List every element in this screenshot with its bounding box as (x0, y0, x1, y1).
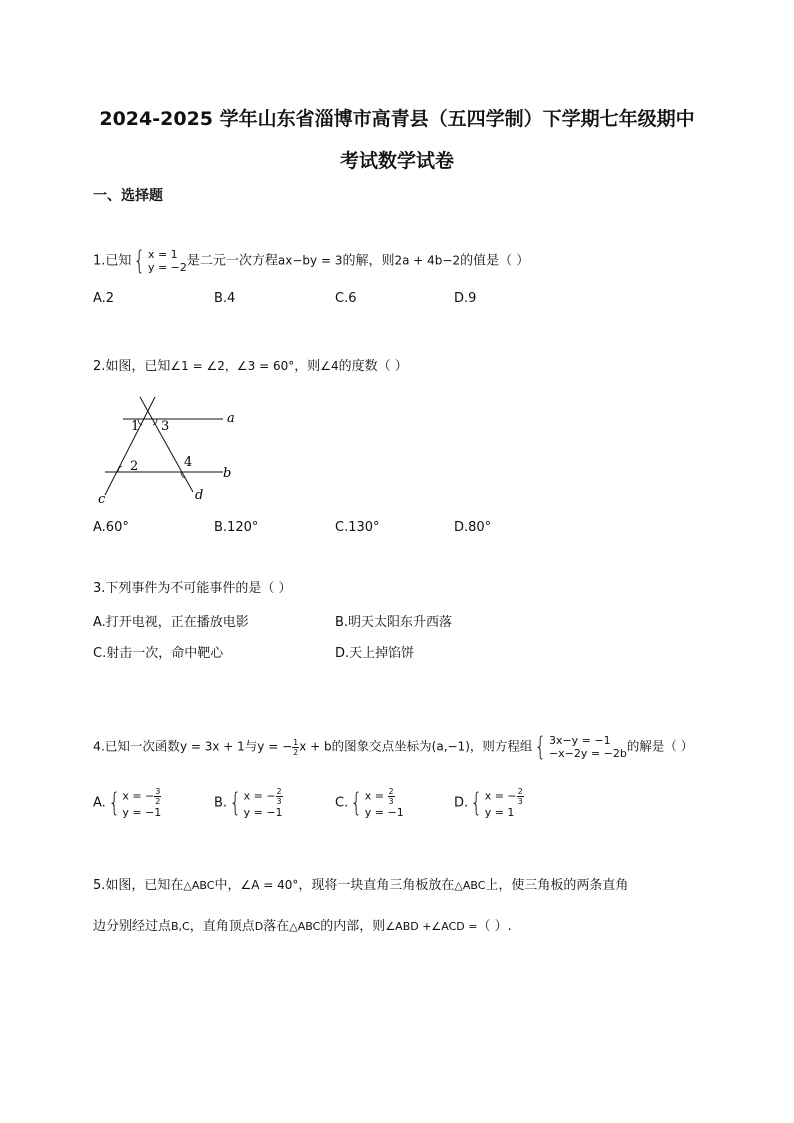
q2-text-a: 2.如图，已知 (93, 359, 171, 374)
q1-sys-line2: y = −2 (147, 261, 187, 274)
q4-option-c[interactable] (335, 787, 404, 819)
brace-icon: { (133, 246, 146, 276)
q4-a-den: 2 (155, 797, 161, 806)
q4-text-e: 的解是（ ） (626, 738, 694, 754)
q4-option-c-system (365, 787, 404, 819)
q4-option-b-label: B. (214, 795, 228, 811)
q5-text: 的内部，则 (320, 919, 386, 934)
q4-d-frac (517, 787, 524, 806)
q4-frac-num: 1 (293, 737, 299, 747)
q4-frac-den: 2 (293, 747, 299, 757)
parallel-lines-figure (95, 392, 245, 507)
q4-b-den: 3 (276, 797, 282, 806)
q4-sys-line2: −x−2y = −2b (548, 747, 627, 760)
q4-option-b[interactable] (214, 787, 283, 819)
q2-text-b: ，则 (294, 359, 321, 374)
q4-d-x: x = − (484, 789, 517, 803)
q5-text: 上，使三角板的两条直角 (485, 878, 629, 893)
q3-option-c[interactable]: C.射击一次，命中靶心 (93, 646, 224, 661)
q1-system (148, 248, 187, 274)
line-label-d: d (195, 488, 204, 503)
brace-icon: { (470, 788, 483, 818)
brace-icon: { (534, 732, 547, 762)
q5-math: ∠A = 40° (240, 878, 299, 892)
q4-option-a-system (122, 787, 161, 819)
q4-d-num: 2 (517, 787, 523, 796)
question-5-line2 (93, 918, 512, 936)
page-title-line2: 考试数学试卷 (339, 150, 454, 172)
brace-icon: { (229, 788, 242, 818)
q2-math2: ∠4 (320, 359, 339, 373)
q4-b-y: y = −1 (243, 806, 283, 819)
q4-function-2-b: x + b (299, 739, 332, 754)
q5-math: △ABC (454, 879, 486, 892)
q2-math1: ∠1 = ∠2，∠3 = 60° (170, 359, 295, 373)
q4-c-x: x = (364, 789, 388, 803)
q2-option-d[interactable]: D.80° (454, 520, 492, 535)
q4-option-d[interactable] (454, 787, 524, 819)
q1-option-d[interactable]: D.9 (454, 291, 477, 306)
q4-c-den: 3 (388, 797, 394, 806)
q1-mid: 是二元一次方程 (186, 253, 278, 269)
q4-b-frac (276, 787, 283, 806)
q1-equation: ax−by = 3 (277, 253, 343, 268)
angle-label-4: 4 (184, 455, 193, 470)
q4-option-c-label: C. (335, 795, 349, 811)
angle-label-3: 3 (161, 419, 170, 434)
q3-option-a[interactable]: A.打开电视，正在播放电影 (93, 615, 249, 630)
q4-sys-line1: 3x−y = −1 (548, 734, 611, 747)
line-label-c: c (98, 492, 106, 507)
q5-text: 边分别经过点 (93, 919, 172, 934)
q4-system (549, 734, 627, 760)
q1-expression: 2a + 4b−2 (394, 253, 461, 268)
q1-mid2: 的解，则 (342, 253, 395, 269)
q5-math: △ABC (289, 920, 321, 933)
q5-text: （ ）. (477, 919, 512, 934)
page-title: 2024-2025 学年山东省淄博市高青县（五四学制）下学期七年级期中 (99, 108, 695, 130)
question-2 (93, 357, 408, 376)
line-label-b: b (223, 466, 232, 481)
brace-icon: { (350, 788, 363, 818)
q1-option-a[interactable]: A.2 (93, 291, 115, 306)
q4-b-x: x = − (243, 789, 276, 803)
question-4 (93, 734, 693, 760)
question-5-line1 (93, 876, 628, 895)
q4-text-c: 的图象交点坐标为 (331, 738, 432, 754)
q4-function-1: y = 3x + 1 (179, 739, 245, 754)
q4-a-num: 3 (155, 787, 161, 796)
q5-text: 中， (214, 878, 241, 893)
q4-b-num: 2 (276, 787, 282, 796)
q4-text-d: ，则方程组 (469, 738, 533, 754)
q2-text-c: 的度数（ ） (338, 359, 408, 374)
question-1 (93, 248, 529, 274)
q4-point: (a,−1) (431, 739, 470, 754)
q1-option-c[interactable]: C.6 (335, 291, 357, 306)
q4-c-num: 2 (388, 787, 394, 796)
q4-d-y: y = 1 (484, 806, 515, 819)
q3-option-b[interactable]: B.明天太阳东升西落 (335, 615, 453, 630)
q1-prefix: 1.已知 (93, 253, 132, 269)
angle-label-1: 1 (131, 419, 140, 434)
q4-option-a-label: A. (93, 795, 106, 811)
q5-text: ，现将一块直角三角板放在 (298, 878, 455, 893)
q4-text-a: 4.已知一次函数 (93, 738, 180, 754)
q5-math: △ABC (183, 879, 215, 892)
q1-sys-line1: x = 1 (147, 248, 178, 261)
brace-icon: { (108, 788, 120, 818)
q4-function-2-a: y = − (257, 739, 293, 754)
q4-c-y: y = −1 (364, 806, 404, 819)
question-3: 3.下列事件为不可能事件的是（ ） (93, 581, 292, 596)
q5-math: ∠ABD +∠ACD = (385, 920, 478, 933)
q3-option-d[interactable]: D.天上掉馅饼 (335, 646, 415, 661)
q4-option-b-system (244, 787, 283, 819)
angle-label-2: 2 (130, 459, 139, 474)
q2-option-a[interactable]: A.60° (93, 520, 129, 535)
q4-a-y: y = −1 (122, 806, 162, 819)
q5-math: D (254, 920, 264, 933)
q4-c-frac (388, 787, 395, 806)
line-c (105, 397, 155, 495)
q5-text: 5.如图，已知在 (93, 878, 184, 893)
q1-option-b[interactable]: B.4 (214, 291, 236, 306)
section-heading: 一、选择题 (93, 188, 163, 204)
q5-text: ，直角顶点 (189, 919, 255, 934)
q1-suffix: 的值是（ ） (460, 253, 530, 269)
line-label-a: a (227, 411, 235, 426)
q4-a-x: x = − (122, 789, 155, 803)
q5-math: B,C (171, 920, 190, 933)
q4-option-d-system (485, 787, 524, 819)
q4-d-den: 3 (517, 797, 523, 806)
q4-text-b: 与 (244, 738, 258, 754)
q2-option-c[interactable]: C.130° (335, 520, 380, 535)
q4-a-frac (154, 787, 161, 806)
q5-text: 落在 (263, 919, 290, 934)
q4-option-d-label: D. (454, 795, 469, 811)
q2-option-b[interactable]: B.120° (214, 520, 259, 535)
q4-option-a[interactable] (93, 787, 161, 819)
